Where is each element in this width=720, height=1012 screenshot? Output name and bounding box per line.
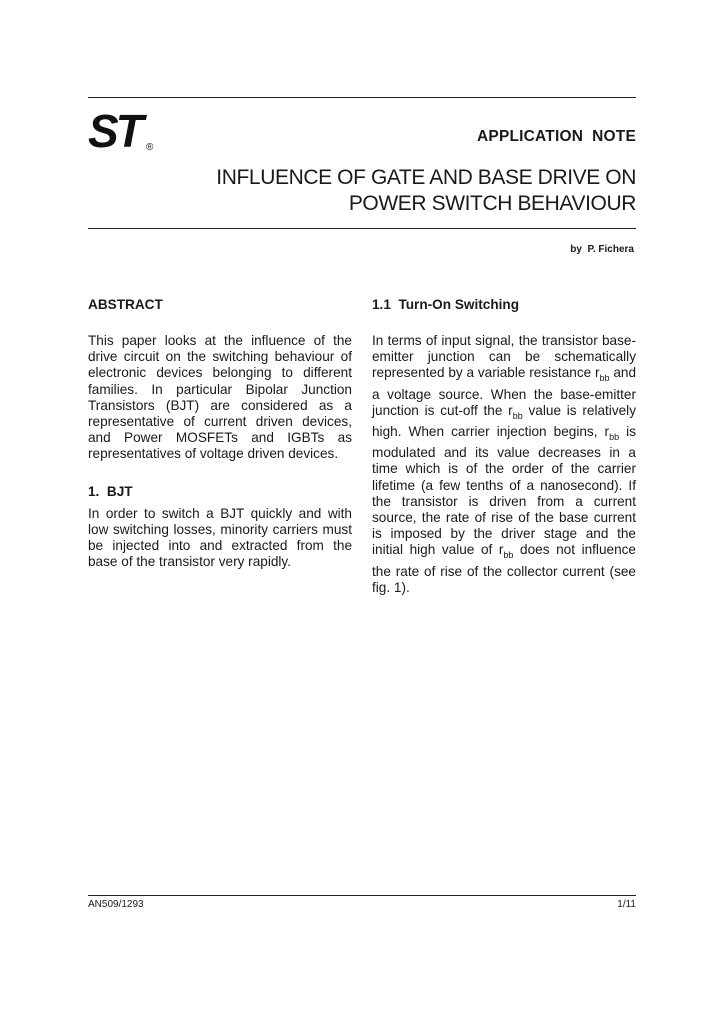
footer-rule — [88, 895, 636, 896]
st-logo-icon — [84, 104, 164, 154]
turn-on-paragraph: In terms of input signal, the transistor base-emitter junction can be schematically represented by a variable resistance $r_{bb}$ and a voltage source. When the base-emitter junction is cut-off the $r_{bb}$ value is relatively high. When carrier injection begins, $r_{bb}$ is modulated and its value decreases in a time which is of the order of the carrier lifetime (a few tenths of a nanosecond). If the transistor is driven from a current source, the rate of rise of the base current is imposed by the driver stage and the initial high value of $r_{bb}$ does not influence the rate of rise of the collector current (see fig. 1). — [372, 333, 637, 595]
abstract-heading: ABSTRACT — [88, 297, 163, 312]
bjt-heading: 1. BJT — [88, 483, 133, 499]
subscript-bb: bb — [512, 410, 523, 421]
subscript-bb: bb — [599, 373, 610, 384]
turn-on-heading: 1.1 Turn-On Switching — [372, 297, 520, 312]
document-title — [216, 165, 636, 217]
abstract-paragraph: This paper looks at the influence of the drive circuit on the switching behaviour of electronic devices belonging to different families. In particular Bipolar Junction Transistors (BJT) are considered as a representative of current driven devices, and Power MOSFETs and IGBTs as representatives of voltage driven devices. — [88, 333, 352, 462]
registered-mark: ® — [146, 142, 154, 153]
top-rule — [88, 97, 636, 98]
subscript-bb: bb — [503, 550, 514, 561]
right-column — [372, 297, 636, 596]
bjt-paragraph: In order to switch a BJT quickly and with low switching losses, minority carriers must be injected into and extracted from the base of the transistor very rapidly. — [88, 505, 352, 570]
st-logo — [84, 104, 164, 154]
application-note-label: APPLICATION NOTE — [477, 128, 636, 145]
author-line: by P. Fichera — [570, 244, 634, 255]
title-line-1: INFLUENCE OF GATE AND BASE DRIVE ON — [216, 166, 636, 189]
left-column — [88, 297, 352, 570]
document-code: AN509/1293 — [88, 899, 144, 910]
title-rule — [88, 228, 636, 229]
subscript-bb: bb — [609, 432, 620, 443]
logo-letters: ST — [88, 105, 141, 154]
page-number: 1/11 — [617, 899, 636, 910]
title-line-2: POWER SWITCH BEHAVIOUR — [348, 192, 636, 215]
